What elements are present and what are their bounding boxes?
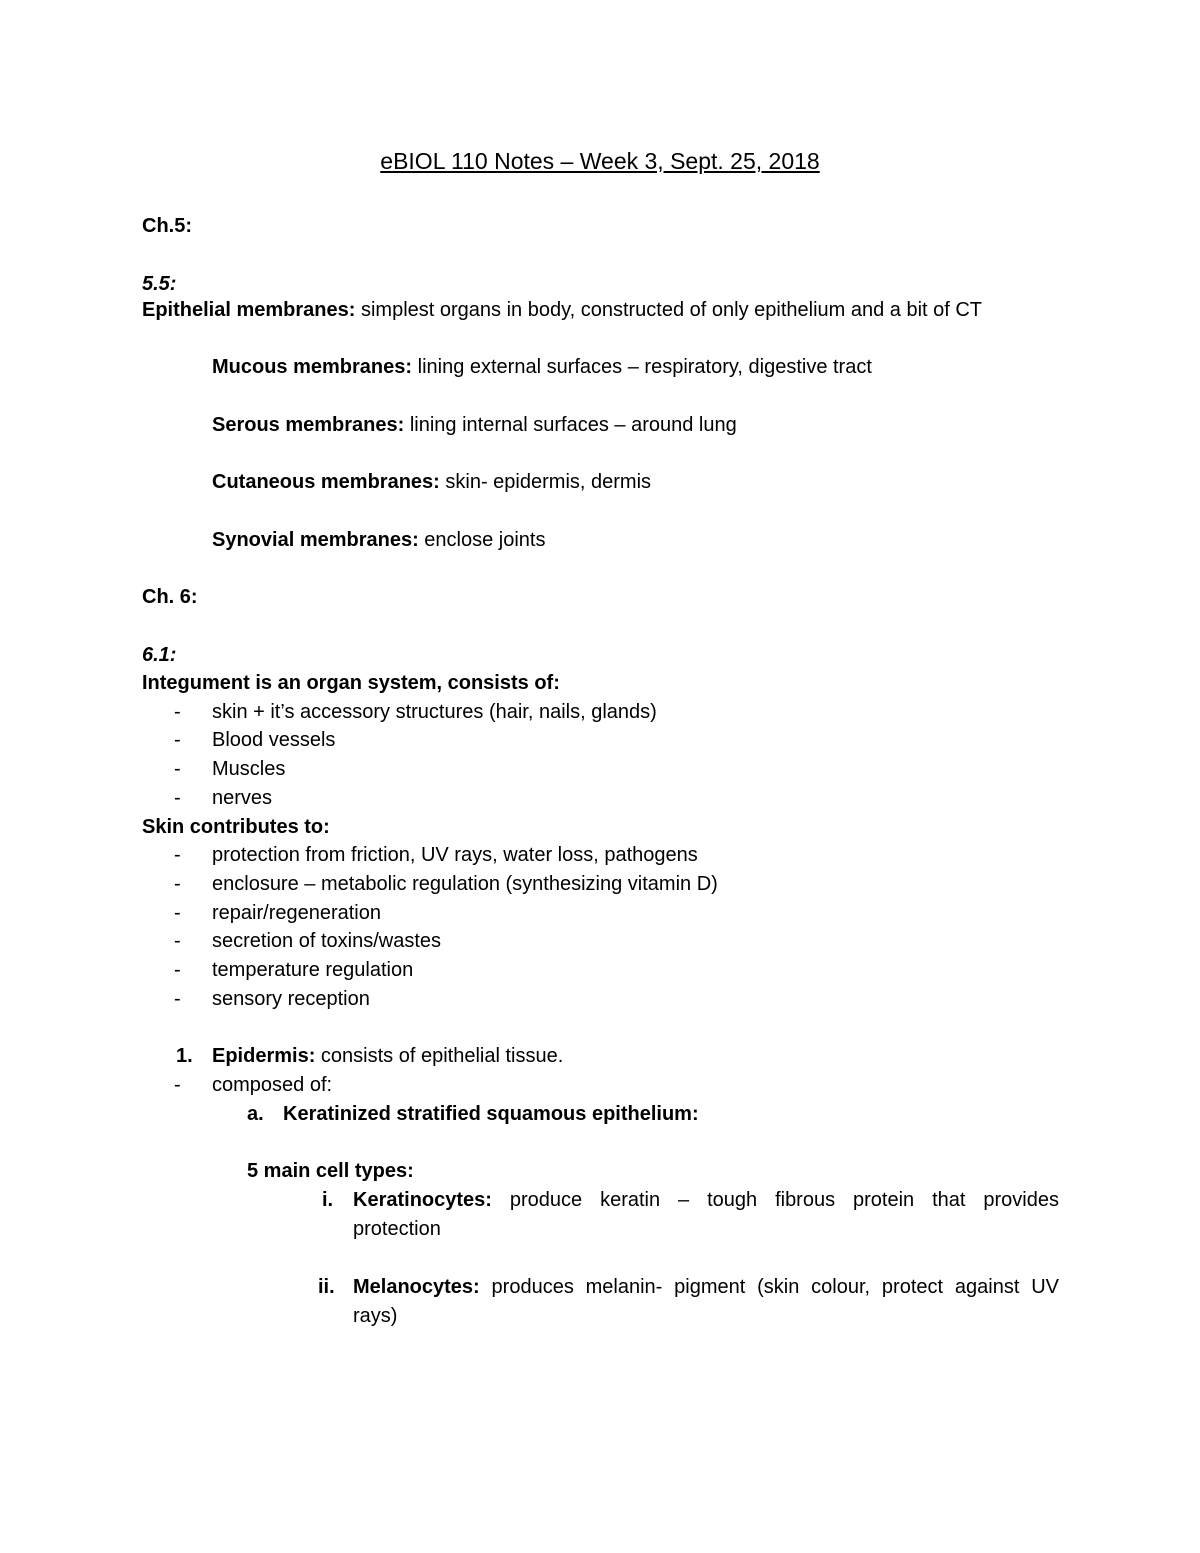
melanocytes-number: ii. xyxy=(318,1276,335,1298)
cutaneous-text: skin- epidermis, dermis xyxy=(439,471,652,493)
bullet-dash: - xyxy=(174,844,181,866)
epithelial-membranes-line xyxy=(142,296,982,324)
epidermis-line xyxy=(212,1042,563,1070)
cutaneous-term: Cutaneous membranes: xyxy=(212,471,440,493)
synovial-text: enclose joints xyxy=(418,529,546,551)
mucous-term: Mucous membranes: xyxy=(212,356,413,378)
melanocytes-line xyxy=(353,1273,1059,1301)
bullet-dash: - xyxy=(174,988,181,1010)
list-item: secretion of toxins/wastes xyxy=(212,930,441,952)
keratinocytes-number: i. xyxy=(322,1189,334,1211)
bullet-dash: - xyxy=(174,873,181,895)
epithelial-term: Epithelial membranes: xyxy=(142,299,356,321)
list-item: Muscles xyxy=(212,758,286,780)
list-item: skin + it’s accessory structures (hair, nails, glands) xyxy=(212,701,657,723)
melanocytes-text: produces melanin- pigment (skin colour, protect against UV xyxy=(479,1276,1059,1298)
mucous-text: lining external surfaces – respiratory, digestive tract xyxy=(412,356,872,378)
bullet-dash: - xyxy=(174,758,181,780)
ch5-heading: Ch.5: xyxy=(142,215,192,237)
serous-line xyxy=(212,411,737,439)
keratinocytes-text: produce keratin – tough fibrous protein that provides xyxy=(491,1189,1059,1211)
bullet-dash: - xyxy=(174,959,181,981)
list-item: Blood vessels xyxy=(212,729,336,751)
list-item: nerves xyxy=(212,787,273,809)
keratinized-heading: Keratinized stratified squamous epithelium: xyxy=(283,1103,699,1125)
keratinized-letter: a. xyxy=(247,1103,264,1125)
bullet-dash: - xyxy=(174,729,181,751)
bullet-dash: - xyxy=(174,1074,181,1096)
melanocytes-line2: rays) xyxy=(353,1305,398,1327)
list-item: sensory reception xyxy=(212,988,370,1010)
synovial-term: Synovial membranes: xyxy=(212,529,419,551)
bullet-dash: - xyxy=(174,902,181,924)
epidermis-term: Epidermis: xyxy=(212,1045,316,1067)
skin-heading: Skin contributes to: xyxy=(142,816,330,838)
bullet-dash: - xyxy=(174,787,181,809)
keratinocytes-line xyxy=(353,1186,1059,1214)
composed-of: composed of: xyxy=(212,1074,333,1096)
integument-heading: Integument is an organ system, consists of: xyxy=(142,672,560,694)
list-item: enclosure – metabolic regulation (synthesizing vitamin D) xyxy=(212,873,718,895)
bullet-dash: - xyxy=(174,930,181,952)
page-title: eBIOL 110 Notes – Week 3, Sept. 25, 2018 xyxy=(380,148,820,174)
list-item: temperature regulation xyxy=(212,959,414,981)
epidermis-number: 1. xyxy=(176,1045,193,1067)
section-5-5: 5.5: xyxy=(142,273,177,295)
section-6-1: 6.1: xyxy=(142,644,177,666)
list-item: repair/regeneration xyxy=(212,902,381,924)
epidermis-text: consists of epithelial tissue. xyxy=(315,1045,564,1067)
cutaneous-line xyxy=(212,468,651,496)
cell-types-heading: 5 main cell types: xyxy=(247,1160,414,1182)
serous-text: lining internal surfaces – around lung xyxy=(404,414,737,436)
keratinocytes-line2: protection xyxy=(353,1218,441,1240)
melanocytes-term: Melanocytes: xyxy=(353,1276,480,1298)
bullet-dash: - xyxy=(174,701,181,723)
serous-term: Serous membranes: xyxy=(212,414,405,436)
mucous-line xyxy=(212,353,872,381)
ch6-heading: Ch. 6: xyxy=(142,586,198,608)
synovial-line xyxy=(212,526,546,554)
keratinocytes-term: Keratinocytes: xyxy=(353,1189,492,1211)
epithelial-text: simplest organs in body, constructed of only epithelium and a bit of CT xyxy=(355,299,983,321)
list-item: protection from friction, UV rays, water loss, pathogens xyxy=(212,844,698,866)
